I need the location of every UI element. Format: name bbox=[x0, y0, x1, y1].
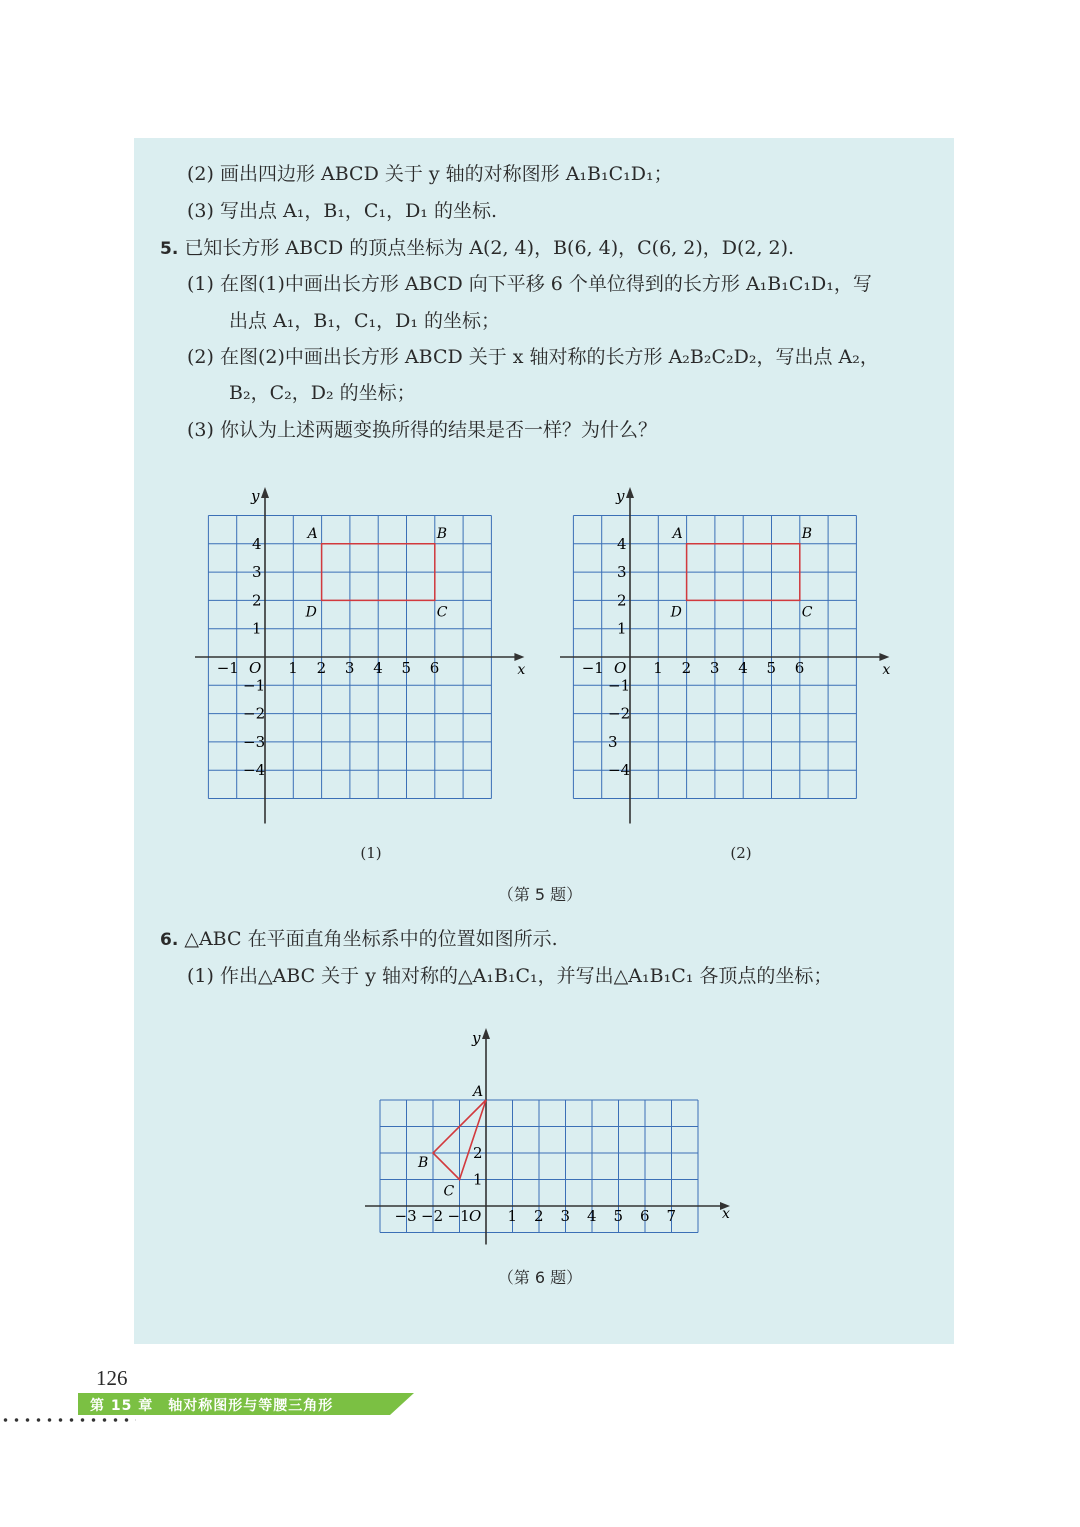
q5-caption: （第 5 题） bbox=[497, 885, 583, 904]
fig5a-x-tick-label: 3 bbox=[344, 659, 355, 677]
fig5b-x-label: x bbox=[882, 662, 891, 678]
fig5b-x-tick-label: 2 bbox=[681, 659, 692, 677]
fig5b-x-arrow bbox=[879, 653, 889, 661]
q4-part2: (2) 画出四边形 ABCD 关于 y 轴的对称图形 A₁B₁C₁D₁； bbox=[187, 163, 673, 185]
fig5b-x-tick-label: 4 bbox=[738, 659, 748, 677]
fig5b-point-d: D bbox=[670, 604, 682, 621]
fig5a-y-tick-label: −3 bbox=[243, 732, 266, 751]
fig6-x-tick-label: 2 bbox=[534, 1207, 544, 1225]
q6-stem bbox=[160, 927, 558, 952]
fig5b-y-tick-label: −4 bbox=[608, 761, 631, 780]
fig5b-x-tick-label: 1 bbox=[653, 659, 663, 677]
fig5a-x-tick-label: −1 bbox=[216, 659, 239, 677]
q5-figure-1 bbox=[190, 485, 530, 830]
fig6-x-tick-label: 4 bbox=[587, 1207, 597, 1225]
q6-stem-text: △ABC 在平面直角坐标系中的位置如图所示. bbox=[184, 928, 558, 950]
fig5b-point-c: C bbox=[801, 604, 813, 621]
fig5a-y-tick-label: 4 bbox=[252, 534, 262, 553]
q5-stem-text: 已知长方形 ABCD 的顶点坐标为 A(2, 4)，B(6, 4)，C(6, 2)，D(2, 2). bbox=[184, 237, 795, 259]
q5-figure-1-label: (1) bbox=[360, 844, 382, 862]
page-number: 126 bbox=[96, 1366, 128, 1390]
fig5a-y-tick-label: 1 bbox=[252, 619, 262, 638]
q5-figure-2-label: (2) bbox=[730, 844, 752, 862]
fig6-x-tick-label: −1 bbox=[447, 1207, 470, 1225]
fig5a-y-tick-label: −4 bbox=[243, 761, 266, 780]
fig5b-x-tick-label: 5 bbox=[766, 659, 777, 677]
fig5b-y-tick-label: 4 bbox=[617, 534, 627, 553]
fig5b-y-tick-label: −1 bbox=[608, 676, 631, 695]
fig5b-point-a: A bbox=[672, 525, 683, 542]
fig6-x-tick-label: −2 bbox=[421, 1207, 444, 1225]
fig5b-y-tick-label: 2 bbox=[617, 591, 627, 610]
fig5b-y-tick-label: 3 bbox=[617, 563, 627, 582]
fig5a-x-tick-label: O bbox=[249, 659, 262, 677]
fig6-x-tick-label: 1 bbox=[507, 1207, 518, 1225]
q4-part3: (3) 写出点 A₁，B₁，C₁，D₁ 的坐标. bbox=[187, 200, 497, 222]
q6-part1: (1) 作出△ABC 关于 y 轴对称的△A₁B₁C₁，并写出△A₁B₁C₁ 各顶点的坐标； bbox=[187, 965, 833, 987]
fig5a-x-tick-label: 5 bbox=[401, 659, 412, 677]
fig6-point-a: A bbox=[473, 1084, 484, 1100]
q5-number: 5. bbox=[160, 239, 179, 259]
fig5a-point-b: B bbox=[436, 525, 448, 542]
fig6-y-label: y bbox=[472, 1029, 481, 1047]
fig6-x-tick-label: O bbox=[469, 1207, 482, 1225]
fig6-x-tick-label: −3 bbox=[394, 1207, 417, 1225]
q5-figure-2 bbox=[555, 485, 895, 830]
fig5b-y-tick-label: 1 bbox=[617, 619, 627, 638]
fig6-x-tick-label: 7 bbox=[666, 1207, 677, 1225]
fig6-x-tick-label: 3 bbox=[560, 1207, 571, 1225]
fig6-y-arrow bbox=[482, 1028, 490, 1039]
fig5a-x-tick-label: 1 bbox=[288, 659, 298, 677]
fig5a-y-arrow bbox=[261, 487, 269, 498]
fig5b-x-tick-label: O bbox=[614, 659, 627, 677]
q6-figure bbox=[360, 1025, 740, 1250]
fig5a-y-tick-label: 3 bbox=[252, 563, 262, 582]
fig6-y-tick-label: 2 bbox=[473, 1144, 483, 1162]
fig5a-point-d: D bbox=[305, 604, 317, 621]
fig6-x-tick-label: 5 bbox=[613, 1207, 624, 1225]
fig6-point-b: B bbox=[418, 1155, 429, 1171]
q5-part1-line2: 出点 A₁，B₁，C₁，D₁ 的坐标； bbox=[229, 310, 501, 332]
fig6-point-c: C bbox=[443, 1183, 455, 1200]
fig5a-x-label: x bbox=[517, 662, 526, 678]
fig5a-x-arrow bbox=[514, 653, 524, 661]
fig5b-y-tick-label: 3 bbox=[608, 732, 618, 751]
fig5a-y-tick-label: 2 bbox=[252, 591, 262, 610]
q5-stem bbox=[160, 236, 794, 261]
fig5b-y-label: y bbox=[616, 487, 625, 505]
fig5a-y-tick-label: −1 bbox=[243, 676, 266, 695]
fig5b-x-tick-label: 3 bbox=[709, 659, 720, 677]
fig5b-x-tick-label: −1 bbox=[581, 659, 604, 677]
chapter-title: 第 15 章 轴对称图形与等腰三角形 bbox=[90, 1398, 334, 1414]
fig5b-point-b: B bbox=[801, 525, 813, 542]
q6-number: 6. bbox=[160, 930, 179, 950]
fig6-x-tick-label: 6 bbox=[640, 1207, 650, 1225]
fig5b-y-arrow bbox=[626, 487, 634, 498]
q6-caption: （第 6 题） bbox=[497, 1268, 583, 1287]
fig5a-x-tick-label: 4 bbox=[373, 659, 383, 677]
fig6-x-label: x bbox=[722, 1206, 730, 1222]
fig5b-y-tick-label: −2 bbox=[608, 704, 631, 723]
footer-dots bbox=[0, 1418, 136, 1422]
fig5a-x-tick-label: 6 bbox=[429, 659, 440, 677]
fig5a-y-label: y bbox=[251, 487, 260, 505]
fig5a-point-a: A bbox=[307, 525, 318, 542]
fig5b-x-tick-label: 6 bbox=[794, 659, 805, 677]
q5-part2-line1: (2) 在图(2)中画出长方形 ABCD 关于 x 轴对称的长方形 A₂B₂C₂D₂，写出点 A₂， bbox=[187, 346, 879, 368]
q5-part1-line1: (1) 在图(1)中画出长方形 ABCD 向下平移 6 个单位得到的长方形 A₁B₁C₁D₁，写 bbox=[187, 273, 872, 295]
q5-part2-line2: B₂，C₂，D₂ 的坐标； bbox=[229, 382, 416, 404]
fig6-y-tick-label: 1 bbox=[473, 1170, 483, 1189]
q5-part3: (3) 你认为上述两题变换所得的结果是否一样？为什么？ bbox=[187, 419, 657, 441]
fig5a-y-tick-label: −2 bbox=[243, 704, 266, 723]
fig5a-x-tick-label: 2 bbox=[316, 659, 327, 677]
fig5a-point-c: C bbox=[436, 604, 448, 621]
